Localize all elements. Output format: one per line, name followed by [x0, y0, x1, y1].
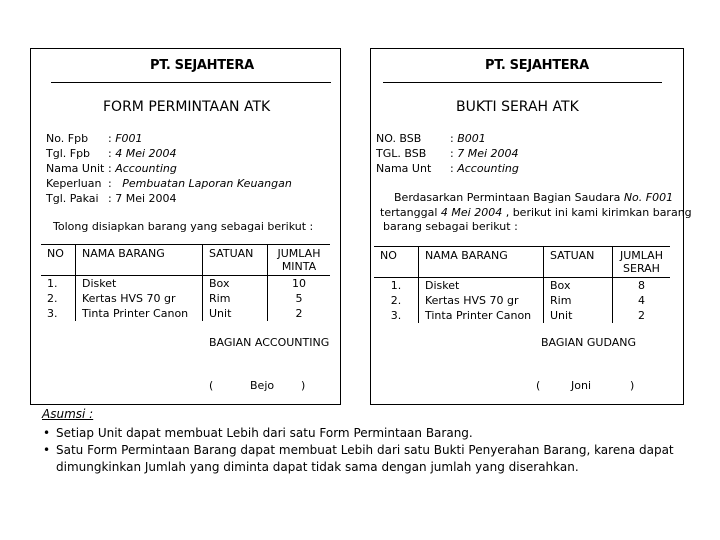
- items-table: [374, 246, 670, 323]
- assumption-item: • Setiap Unit dapat membuat Lebih dari satu Form Permintaan Barang.: [56, 425, 696, 442]
- col-nama: NAMA BARANG: [419, 247, 544, 278]
- ref-number: No. F001: [623, 191, 674, 204]
- col-satuan: SATUAN: [544, 247, 613, 278]
- col-jumlah: JUMLAH MINTA: [268, 245, 331, 276]
- field-row: No. Fpb : F001: [46, 132, 143, 145]
- form-fields: [46, 131, 292, 206]
- signature-name: Bejo: [250, 379, 275, 392]
- table-row: 3. Tinta Printer Canon Unit 2: [41, 306, 330, 321]
- field-row: Nama Unt : Accounting: [376, 162, 519, 175]
- col-nama: NAMA BARANG: [76, 245, 203, 276]
- assumptions-list: [42, 425, 696, 476]
- signature-name: Joni: [571, 379, 592, 392]
- col-no: NO: [374, 247, 419, 278]
- table-row: 2. Kertas HVS 70 gr Rim 4: [374, 293, 670, 308]
- col-no: NO: [41, 245, 76, 276]
- table-header-row: [374, 247, 670, 278]
- signature-dept: BAGIAN ACCOUNTING: [209, 336, 330, 349]
- company-name: PT. SEJAHTERA: [150, 58, 254, 73]
- assumption-item: • Satu Form Permintaan Barang dapat membuat Lebih dari satu Bukti Penyerahan Barang, karena dapat dimungkinkan Jumlah yang diminta dapat tidak sama dengan jumlah yang diserahkan.: [56, 442, 696, 476]
- paragraph-line: barang sebagai berikut :: [383, 220, 518, 233]
- assumptions-section: [42, 406, 696, 476]
- signature-open: (: [536, 379, 541, 392]
- col-satuan: SATUAN: [203, 245, 268, 276]
- field-row: Keperluan : Pembuatan Laporan Keuangan: [46, 177, 292, 190]
- table-row: 2. Kertas HVS 70 gr Rim 5: [41, 291, 330, 306]
- items-table: [41, 244, 330, 321]
- paragraph-line: tertanggal 4 Mei 2004 , berikut ini kami kirimkan barang: [380, 206, 692, 219]
- field-row: Tgl. Pakai : 7 Mei 2004: [46, 192, 177, 205]
- form-permintaan-panel: [30, 48, 341, 405]
- field-row: TGL. BSB : 7 Mei 2004: [376, 147, 519, 160]
- form-title: BUKTI SERAH ATK: [456, 99, 579, 115]
- table-header-row: [41, 245, 330, 276]
- form-fields: [376, 131, 519, 176]
- signature-open: (: [209, 379, 214, 392]
- assumptions-heading: Asumsi :: [42, 407, 94, 421]
- instruction-text: Tolong disiapkan barang yang sebagai berikut :: [53, 220, 314, 233]
- signature-dept: BAGIAN GUDANG: [541, 336, 637, 349]
- field-row: Nama Unit : Accounting: [46, 162, 177, 175]
- bukti-serah-panel: [370, 48, 692, 405]
- divider: [383, 82, 662, 83]
- form-title: FORM PERMINTAAN ATK: [103, 99, 271, 115]
- table-row: 1. Disket Box 10: [41, 276, 330, 292]
- divider: [51, 82, 331, 83]
- table-row: 3. Tinta Printer Canon Unit 2: [374, 308, 670, 323]
- table-row: 1. Disket Box 8: [374, 278, 670, 294]
- field-row: Tgl. Fpb : 4 Mei 2004: [46, 147, 177, 160]
- field-row: NO. BSB : B001: [376, 132, 486, 145]
- signature-close: ): [301, 379, 306, 392]
- company-name: PT. SEJAHTERA: [485, 58, 589, 73]
- ref-date: 4 Mei 2004: [440, 206, 503, 219]
- paragraph-line: Berdasarkan Permintaan Bagian Saudara No. F001: [394, 191, 674, 204]
- col-jumlah: JUMLAH SERAH: [613, 247, 671, 278]
- signature-close: ): [630, 379, 635, 392]
